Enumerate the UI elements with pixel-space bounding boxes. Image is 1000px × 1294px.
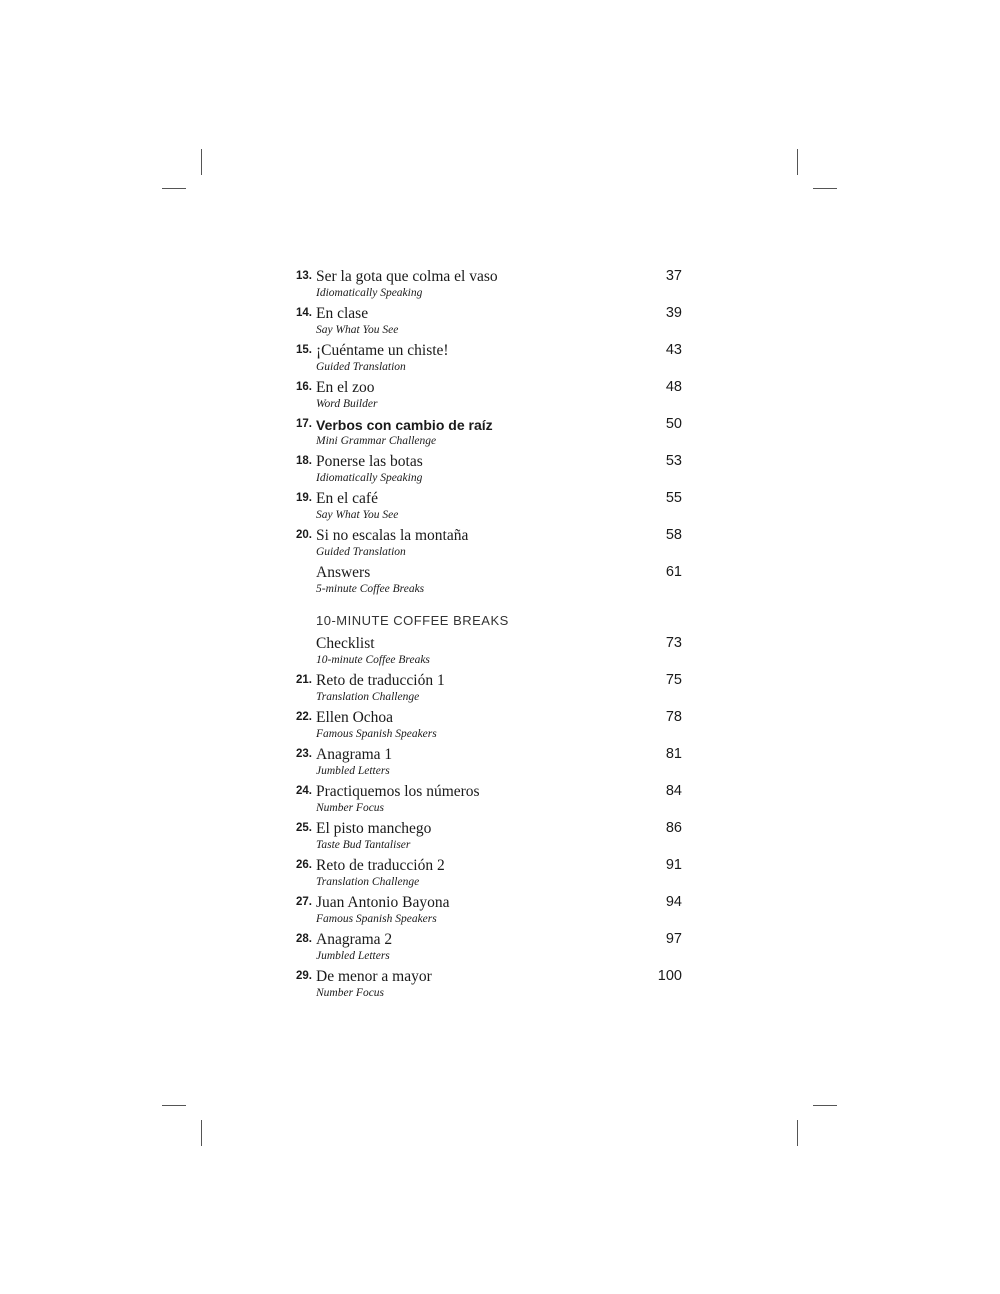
toc-entry[interactable] [296,709,686,746]
crop-mark-top-right-horizontal [813,188,837,189]
entry-page-number: 73 [665,635,682,651]
toc-entry[interactable] [296,490,686,527]
entry-title: En el café [316,490,378,507]
entry-page-number: 53 [665,453,682,469]
toc-entry[interactable] [296,379,686,416]
entry-title: Ellen Ochoa [316,709,394,726]
entry-title: Anagrama 2 [316,931,393,948]
entry-number: 13. [296,270,312,282]
entry-page-number: 48 [665,379,682,395]
entry-title: Anagrama 1 [316,746,393,763]
entry-title: De menor a mayor [316,968,432,985]
toc-entry-answers[interactable] [296,564,686,601]
entry-number: 21. [296,674,312,686]
toc-entry[interactable] [296,416,686,453]
entry-page-number: 94 [665,894,682,910]
entry-number: 16. [296,381,312,393]
entry-page-number: 78 [665,709,682,725]
entry-subtitle: Jumbled Letters [316,950,390,962]
entry-title: Reto de traducción 2 [316,857,445,874]
toc-entry[interactable] [296,820,686,857]
entry-title: Verbos con cambio de raíz [316,417,493,433]
entry-title: En clase [316,305,369,322]
entry-subtitle: Guided Translation [316,361,406,373]
entry-subtitle: 5-minute Coffee Breaks [316,583,425,595]
entry-subtitle: Word Builder [316,398,378,410]
entry-subtitle: Number Focus [316,802,385,814]
crop-mark-bottom-left-horizontal [162,1105,186,1106]
toc-entry-checklist[interactable] [296,635,686,672]
crop-mark-top-right-vertical [797,149,798,175]
section-heading: 10-MINUTE COFFEE BREAKS [316,613,509,628]
entry-title: Checklist [316,635,375,652]
entry-subtitle: Jumbled Letters [316,765,390,777]
entry-subtitle: Say What You See [316,509,399,521]
entry-number: 28. [296,933,312,945]
entry-title: Ponerse las botas [316,453,423,470]
entry-page-number: 84 [665,783,682,799]
toc-entry[interactable] [296,268,686,305]
entry-subtitle: Say What You See [316,324,399,336]
entry-number: 19. [296,492,312,504]
entry-subtitle: Idiomatically Speaking [316,287,423,299]
entry-page-number: 91 [665,857,682,873]
entry-number: 27. [296,896,312,908]
entry-number: 23. [296,748,312,760]
entry-subtitle: Famous Spanish Speakers [316,913,437,925]
toc-entry[interactable] [296,672,686,709]
table-of-contents [296,268,686,1005]
entry-title: Reto de traducción 1 [316,672,445,689]
entry-page-number: 81 [665,746,682,762]
entry-number: 17. [296,418,312,430]
toc-entry[interactable] [296,342,686,379]
entry-number: 14. [296,307,312,319]
entry-number: 15. [296,344,312,356]
entry-title: El pisto manchego [316,820,432,837]
toc-entry[interactable] [296,783,686,820]
entry-number: 29. [296,970,312,982]
entry-page-number: 39 [665,305,682,321]
toc-entry[interactable] [296,931,686,968]
entry-subtitle: Translation Challenge [316,876,420,888]
crop-mark-bottom-right-vertical [797,1120,798,1146]
entry-page-number: 75 [665,672,682,688]
entry-subtitle: Number Focus [316,987,385,999]
toc-entry[interactable] [296,894,686,931]
entry-page-number: 97 [665,931,682,947]
entry-title: ¡Cuéntame un chiste! [316,342,449,359]
entry-subtitle: Idiomatically Speaking [316,472,423,484]
entry-title: Ser la gota que colma el vaso [316,268,498,285]
entry-number: 18. [296,455,312,467]
entry-page-number: 50 [665,416,682,432]
entry-number: 25. [296,822,312,834]
crop-mark-top-left-horizontal [162,188,186,189]
entry-subtitle: Translation Challenge [316,691,420,703]
entry-title: Si no escalas la montaña [316,527,469,544]
entry-title: Answers [316,564,371,581]
toc-group-10-minute [296,635,686,1005]
entry-page-number: 58 [665,527,682,543]
entry-page-number: 100 [657,968,682,984]
entry-number: 24. [296,785,312,797]
entry-page-number: 37 [665,268,682,284]
crop-mark-top-left-vertical [201,149,202,175]
entry-subtitle: Mini Grammar Challenge [316,435,437,447]
toc-group-5-minute [296,268,686,601]
entry-title: Juan Antonio Bayona [316,894,450,911]
entry-subtitle: Famous Spanish Speakers [316,728,437,740]
entry-subtitle: 10-minute Coffee Breaks [316,654,430,666]
entry-number: 22. [296,711,312,723]
crop-mark-bottom-right-horizontal [813,1105,837,1106]
toc-entry[interactable] [296,527,686,564]
entry-page-number: 61 [665,564,682,580]
entry-page-number: 55 [665,490,682,506]
toc-entry[interactable] [296,968,686,1005]
entry-number: 26. [296,859,312,871]
entry-number: 20. [296,529,312,541]
entry-title: En el zoo [316,379,375,396]
crop-mark-bottom-left-vertical [201,1120,202,1146]
toc-entry[interactable] [296,453,686,490]
entry-page-number: 43 [665,342,682,358]
entry-page-number: 86 [665,820,682,836]
entry-subtitle: Taste Bud Tantaliser [316,839,411,851]
toc-entry[interactable] [296,746,686,783]
entry-subtitle: Guided Translation [316,546,406,558]
entry-title: Practiquemos los números [316,783,480,800]
toc-entry[interactable] [296,305,686,342]
toc-entry[interactable] [296,857,686,894]
